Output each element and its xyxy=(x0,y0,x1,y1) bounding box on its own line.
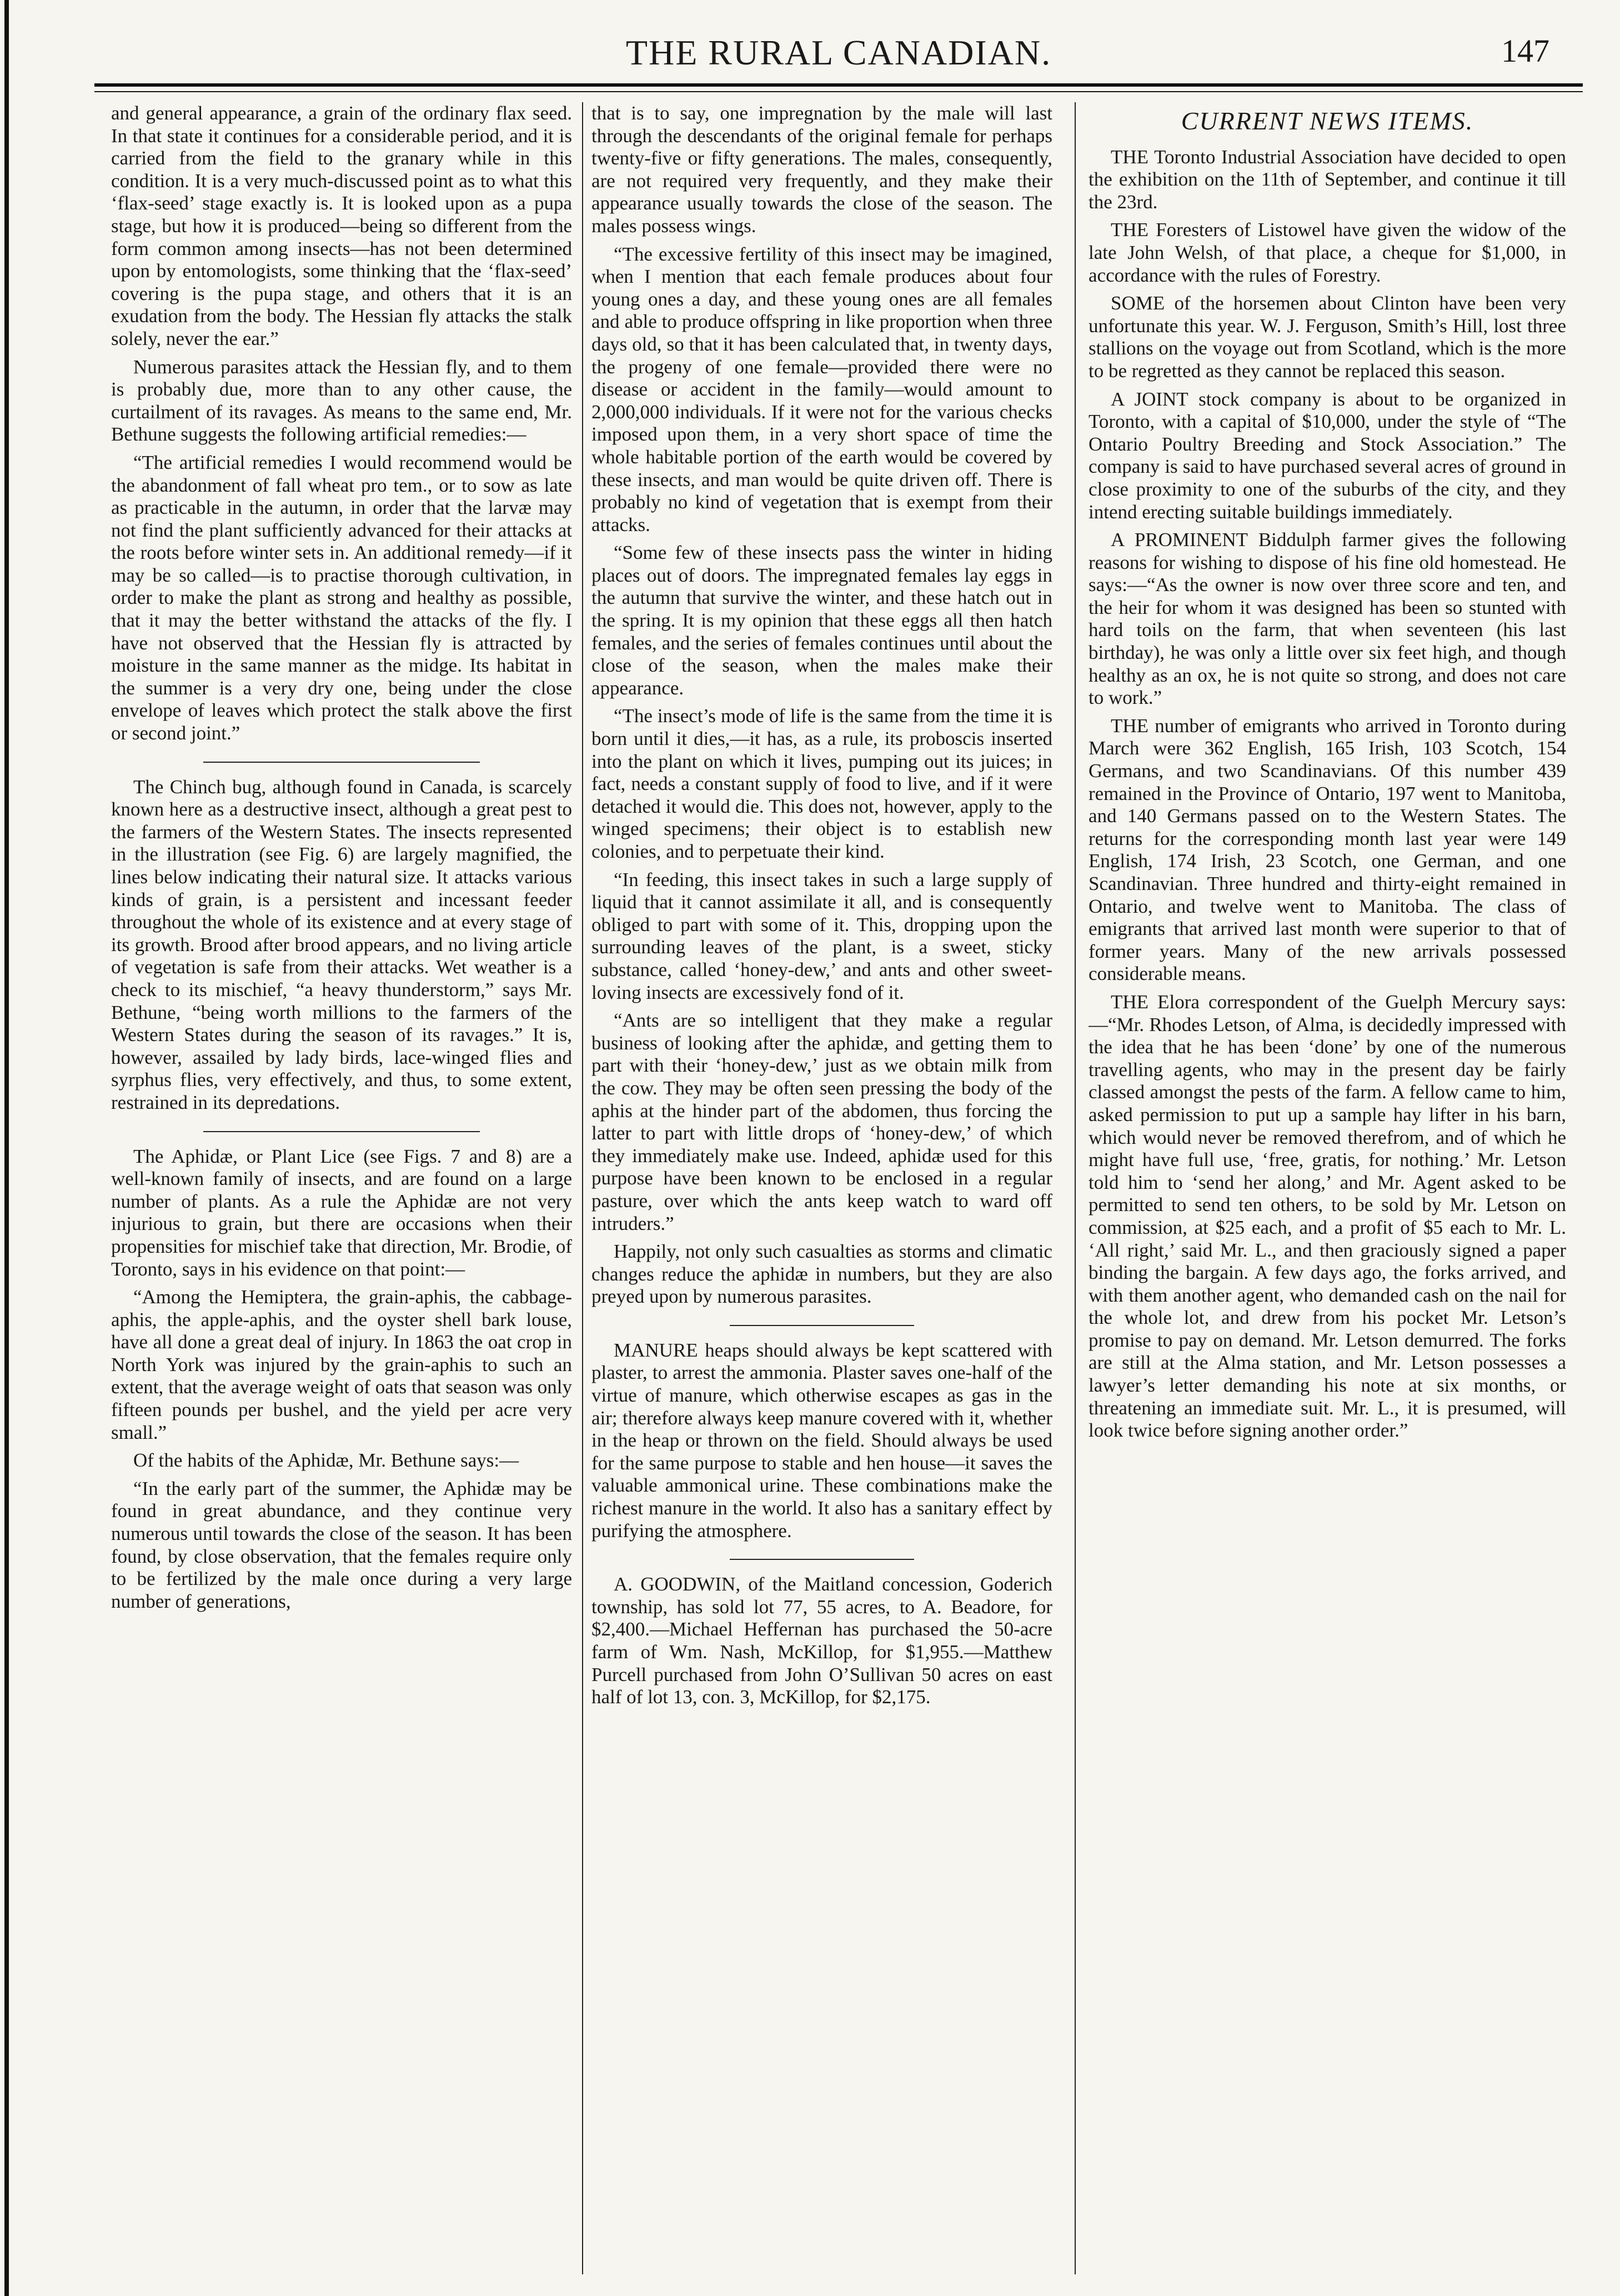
news-item: THE number of emigrants who arrived in Toronto during March were 362 English, 165 Irish, 103 Scotch, 154 Germans, and two Scandinavians. Of this number 439 remained in the Province of Ontario, 197 went to Manitoba, and 140 Germans passed on to the Western States. The returns for the corresponding month last year were 149 English, 174 Irish, 23 Scotch, one German, and one Scandinavian. Three hundred and thirty-eight remained in Ontario, and twelve went to Manitoba. The class of emigrants that arrived last month were superior to that of former years. Many of the new arrivals possessed considerable means. xyxy=(1089,714,1566,985)
news-item: A JOINT stock company is about to be organized in Toronto, with a capital of $10,000, under the style of “The Ontario Poultry Breeding and Stock Association.” The company is said to have purchased several acres of ground in close proximity to one of the suburbs of the city, and they intend erecting suitable buildings immediately. xyxy=(1089,388,1566,523)
paragraph: Of the habits of the Aphidæ, Mr. Bethune says:— xyxy=(133,1449,519,1472)
paragraph: “The excessive fertility of this insect may be imagined, when I mention that each female produces about four young ones a day, and these young ones are all females and able to produce offspring in like proportion when three days old, so that it has been calculated that, in twenty days, the progeny of one female—provided there were no disease or accident in the family—would amount to 2,000,000 individuals. If it were not for the various checks imposed upon them, in a very short space of time the whole habitable portion of the earth would be covered by these insects, and man would be quite driven off. There is probably no kind of vegetation that is exempt from their attacks. xyxy=(591,243,1052,536)
paragraph: and general appearance, a grain of the ordinary flax seed. In that state it continues for a considerable period, and it is carried from the field to the granary while in this condition. It is a very much-discussed point as to what this ‘flax-seed’ stage exactly is. It is looked upon as a pupa stage, but how it is produced—being so different from the form common among insects—has not been determined upon by entomologists, some thinking that the ‘flax-seed’ covering is the pupa stage, and others that it is an exudation from the body. The Hessian fly attacks the stalk solely, never the ear.” xyxy=(111,102,572,349)
news-item: SOME of the horsemen about Clinton have been very unfortunate this year. W. J. Ferguson, Smith’s Hill, lost three stallions on the voyage out from Scotland, which is the more to be regretted as they cannot be replaced this season. xyxy=(1089,292,1566,382)
column-3 xyxy=(1089,102,1566,2280)
paragraph: “Ants are so intelligent that they make a regular business of looking after the aphidæ, and getting them to part with their ‘honey-dew,’ just as we obtain milk from the cow. They may be often seen pressing the body of the aphis at the hinder part of the abdomen, thus forcing the latter to part with little drops of ‘honey-dew,’ of which they immediately make use. Indeed, aphidæ used for this purpose have been known to be enclosed in a regular pasture, over which the ants keep watch to ward off intruders.” xyxy=(591,1009,1052,1234)
header-rule-thick xyxy=(94,83,1583,87)
column-rule-1 xyxy=(582,102,583,2274)
section-divider xyxy=(730,1325,914,1326)
paragraph: that is to say, one impregnation by the male will last through the descendants of the original female for perhaps twenty-five or fifty generations. The males, consequently, are not required very frequently, and they make their appearance usually towards the close of the season. The males possess wings. xyxy=(591,102,1052,237)
paragraph: “Some few of these insects pass the winter in hiding places out of doors. The impregnated females lay eggs in the autumn that survive the winter, and these hatch out in the spring. It is my opinion that these eggs all then hatch females, and the series of females continues until about the close of the season, when the males make their appearance. xyxy=(591,542,1052,699)
paragraph: “In feeding, this insect takes in such a large supply of liquid that it cannot assimilate it all, and is consequently obliged to part with some of it. This, dropping upon the surrounding leaves of the plant, is a sweet, sticky substance, called ‘honey-dew,’ and ants and other sweet-loving insects are excessively fond of it. xyxy=(591,868,1052,1003)
section-divider xyxy=(203,762,480,763)
news-item: THE Foresters of Listowel have given the widow of the late John Welsh, of that place, a cheque for $1,000, in accordance with the rules of Forestry. xyxy=(1089,219,1566,286)
running-title: THE RURAL CANADIAN. xyxy=(625,33,1052,72)
header-rule-thin xyxy=(94,91,1583,92)
paragraph: The Chinch bug, although found in Canada, is scarcely known here as a destructive insect, although a great pest to the farmers of the Western States. The insects represented in the illustration (see Fig. 6) are largely magnified, the lines below indicating their natural size. It attacks various kinds of grain, is a persistent and incessant feeder throughout the whole of its existence and at every stage of its growth. Brood after brood appears, and no living article of vegetation is safe from their attacks. Wet weather is a check to its mischief, “a heavy thunderstorm,” says Mr. Bethune, “being worth millions to the farmers of the Western States during the season of its ravages.” It is, however, assailed by lady birds, lace-winged flies and syrphus flies, very effectively, and thus, to some extent, restrained in its depredations. xyxy=(111,776,572,1113)
column-1 xyxy=(111,102,572,2280)
paragraph: “The artificial remedies I would recommend would be the abandonment of fall wheat pro tem., or to sow as late as practicable in the autumn, in order that the larvæ may not find the plant sufficiently advanced for their attacks at the roots before winter sets in. An additional remedy—if it may be so called—is to practise thorough cultivation, in order to make the plant as strong and healthy as possible, that it may the better withstand the attacks of the fly. I have not observed that the Hessian fly is attracted by moisture in the same manner as the midge. Its habitat in the summer is a very dry one, being under the close envelope of leaves which protect the stalk above the first or second joint.” xyxy=(111,451,572,744)
page-number: 147 xyxy=(1501,33,1549,69)
paragraph: “The insect’s mode of life is the same from the time it is born until it dies,—it has, as a rule, its proboscis inserted into the plant on which it lives, pumping out its juices; in fact, needs a constant supply of food to live, and if it were detached it would die. This does not, however, apply to the winged specimens; their object is to establish new colonies, and to perpetuate their kind. xyxy=(591,705,1052,862)
news-item: A PROMINENT Biddulph farmer gives the following reasons for wishing to dispose of his fine old homestead. He says:—“As the owner is now over three score and ten, and the heir for whom it was designed has been so stunted with hard toils on the farm, that when seventeen (his last birthday), he was only a little over six feet high, and though healthy as an ox, he is not quite so strong, and does not care to work.” xyxy=(1089,529,1566,709)
column-rule-2 xyxy=(1075,102,1076,2274)
paragraph: Numerous parasites attack the Hessian fly, and to them is probably due, more than to any other cause, the curtailment of its ravages. As means to the same end, Mr. Bethune suggests the following artificial remedies:— xyxy=(111,356,572,446)
paragraph: “Among the Hemiptera, the grain-aphis, the cabbage-aphis, the apple-aphis, and the oyster shell bark louse, have all done a great deal of injury. In 1863 the oat crop in North York was injured by the grain-aphis to such an extent, that the average weight of oats that season was only fifteen pounds per bushel, and the yield per acre very small.” xyxy=(111,1286,572,1443)
section-title: CURRENT NEWS ITEMS. xyxy=(1181,107,1474,135)
section-divider xyxy=(730,1559,914,1560)
paragraph: “In the early part of the summer, the Aphidæ may be found in great abundance, and they continue very numerous until towards the close of the season. It has been found, by close observation, that the females require only to be fertilized by the male once during a very large number of generations, xyxy=(111,1477,572,1612)
section-divider xyxy=(203,1131,480,1132)
news-item: THE Toronto Industrial Association have decided to open the exhibition on the 11th of September, and continue it till the 23rd. xyxy=(1089,146,1566,213)
page-header xyxy=(94,22,1583,89)
binding-edge xyxy=(4,0,9,2296)
paragraph: MANURE heaps should always be kept scattered with plaster, to arrest the ammonia. Plaster saves one-half of the virtue of manure, which otherwise escapes as gas in the air; therefore always keep manure covered with it, whether in the heap or thrown on the field. Should always be used for the same purpose to stable and hen house—it saves the valuable ammonical urine. These combinations make the richest manure in the world. It also has a sanitary effect by purifying the atmosphere. xyxy=(591,1339,1052,1542)
paragraph: A. GOODWIN, of the Maitland concession, Goderich township, has sold lot 77, 55 acres, to A. Beadore, for $2,400.—Michael Heffernan has purchased the 50-acre farm of Wm. Nash, McKillop, for $1,955.—Matthew Purcell purchased from John O’Sullivan 50 acres on east half of lot 13, con. 3, McKillop, for $2,175. xyxy=(591,1573,1052,1708)
paragraph: The Aphidæ, or Plant Lice (see Figs. 7 and 8) are a well-known family of insects, and are found on a large number of plants. As a rule the Aphidæ are not very injurious to grain, but there are occasions when their propensities for mischief take that direction, Mr. Brodie, of Toronto, says in his evidence on that point:— xyxy=(111,1145,572,1280)
paragraph: Happily, not only such casualties as storms and climatic changes reduce the aphidæ in numbers, but they are also preyed upon by numerous parasites. xyxy=(591,1240,1052,1308)
news-item: THE Elora correspondent of the Guelph Mercury says:—“Mr. Rhodes Letson, of Alma, is decidedly impressed with the idea that he has been ‘done’ by one of the numerous travelling agents, who may in the present day be fairly classed amongst the pests of the farm. A fellow came to him, asked permission to put up a sample hay lifter in his barn, which would never be removed therefrom, and of which he might have full use, ‘free, gratis, for nothing.’ Mr. Letson told him to ‘send her along,’ and Mr. Agent asked to be permitted to send ten others, to be sold by Mr. Letson on commission, at $25 each, and a profit of $5 each to Mr. L. ‘All right,’ said Mr. L., and then graciously signed a paper binding the bargain. A few days ago, the forks arrived, and with them another agent, who demanded cash on the nail for the whole lot, and drew from his pocket Mr. Letson’s promise to pay on demand. Mr. Letson demurred. The forks are still at the Alma station, and Mr. Letson possesses a lawyer’s letter demanding his note at six months, or threatening an immediate suit. Mr. L., it is presumed, will look twice before signing another order.” xyxy=(1089,991,1566,1442)
column-2 xyxy=(591,102,1052,2280)
